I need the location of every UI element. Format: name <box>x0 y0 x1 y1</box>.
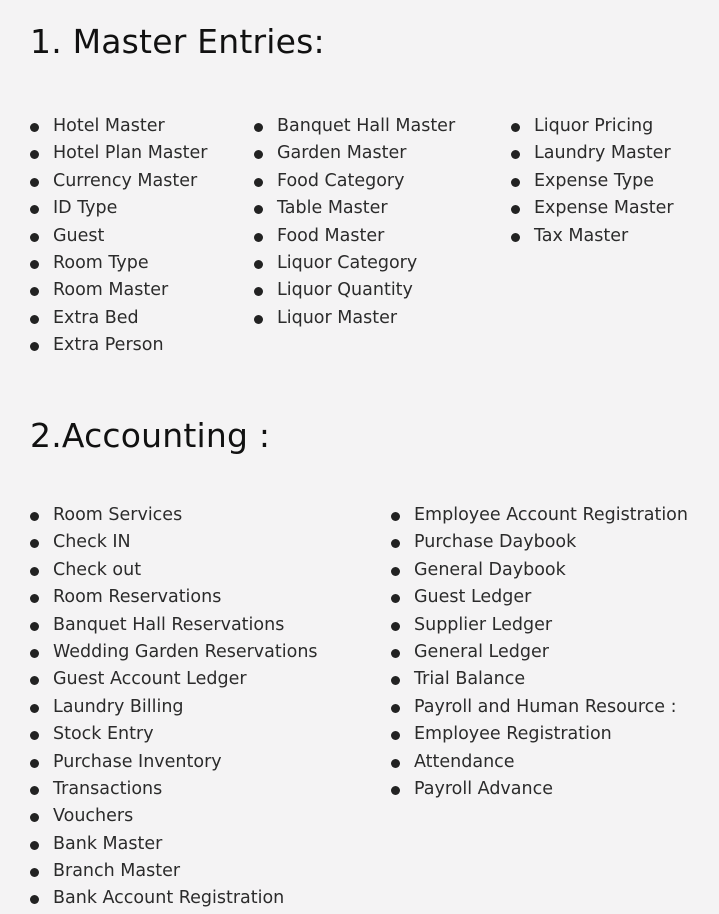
list-item: Bank Master <box>30 831 318 858</box>
list-item: Liquor Quantity <box>254 277 455 304</box>
list-item: General Ledger <box>391 639 688 666</box>
list-item: Guest <box>30 223 207 250</box>
list-item: Liquor Pricing <box>511 113 674 140</box>
list-item: Attendance <box>391 749 688 776</box>
list-item: Purchase Inventory <box>30 749 318 776</box>
list-item: Expense Type <box>511 168 674 195</box>
list-item: Check IN <box>30 529 318 556</box>
list-item: Purchase Daybook <box>391 529 688 556</box>
list-item: Vouchers <box>30 803 318 830</box>
list-item: Expense Master <box>511 195 674 222</box>
list-item: Laundry Billing <box>30 694 318 721</box>
list-item: Employee Registration <box>391 721 688 748</box>
accounting-heading: 2.Accounting : <box>30 416 271 455</box>
list-item: General Daybook <box>391 557 688 584</box>
accounting-list-col2 <box>391 502 688 803</box>
accounting-list-col1 <box>30 502 318 913</box>
list-item: Hotel Master <box>30 113 207 140</box>
list-item: Guest Account Ledger <box>30 666 318 693</box>
list-item: Room Master <box>30 277 207 304</box>
list-item: Stock Entry <box>30 721 318 748</box>
master-entries-list-col2 <box>254 113 455 332</box>
list-item: Payroll Advance <box>391 776 688 803</box>
list-item: Room Services <box>30 502 318 529</box>
list-item: ID Type <box>30 195 207 222</box>
list-item: Employee Account Registration <box>391 502 688 529</box>
list-item: Hotel Plan Master <box>30 140 207 167</box>
list-item: Payroll and Human Resource : <box>391 694 688 721</box>
list-item: Extra Person <box>30 332 207 359</box>
list-item: Tax Master <box>511 223 674 250</box>
list-item: Trial Balance <box>391 666 688 693</box>
list-item: Bank Account Registration <box>30 885 318 912</box>
list-item: Laundry Master <box>511 140 674 167</box>
master-entries-list-col3 <box>511 113 674 250</box>
list-item: Room Reservations <box>30 584 318 611</box>
list-item: Extra Bed <box>30 305 207 332</box>
list-item: Liquor Master <box>254 305 455 332</box>
list-item: Room Type <box>30 250 207 277</box>
master-entries-list-col1 <box>30 113 207 360</box>
list-item: Check out <box>30 557 318 584</box>
list-item: Liquor Category <box>254 250 455 277</box>
list-item: Banquet Hall Master <box>254 113 455 140</box>
list-item: Food Category <box>254 168 455 195</box>
list-item: Food Master <box>254 223 455 250</box>
master-entries-heading: 1. Master Entries: <box>30 22 325 61</box>
list-item: Guest Ledger <box>391 584 688 611</box>
list-item: Supplier Ledger <box>391 612 688 639</box>
list-item: Garden Master <box>254 140 455 167</box>
list-item: Currency Master <box>30 168 207 195</box>
list-item: Branch Master <box>30 858 318 885</box>
list-item: Table Master <box>254 195 455 222</box>
list-item: Banquet Hall Reservations <box>30 612 318 639</box>
list-item: Transactions <box>30 776 318 803</box>
list-item: Wedding Garden Reservations <box>30 639 318 666</box>
